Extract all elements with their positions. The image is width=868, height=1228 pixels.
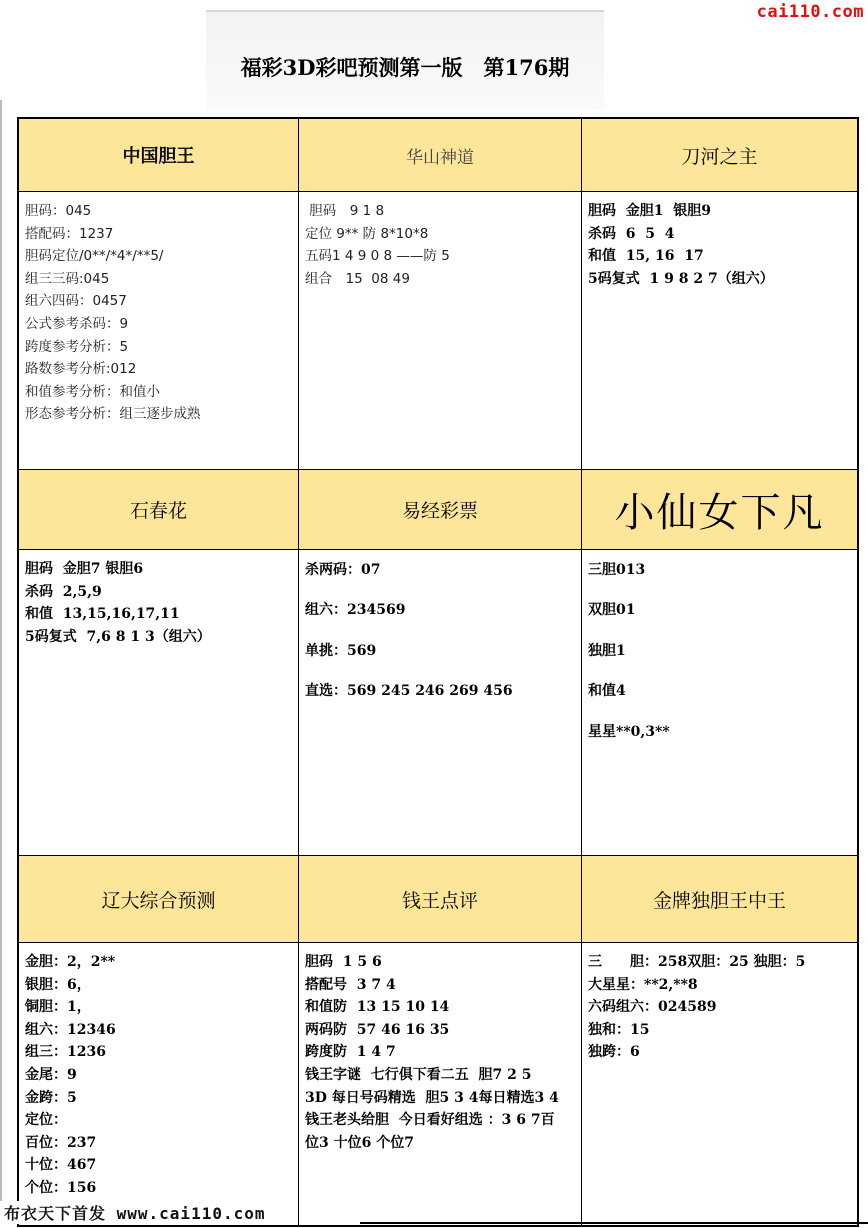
panel-line: 路数参考分析:012	[25, 361, 137, 378]
panel-line: 单挑：569	[305, 642, 377, 659]
panel-line: 三 胆：258双胆：25 独胆：5	[588, 954, 806, 970]
panel-line: 5码复式 7,6 8 1 3（组六）	[25, 628, 211, 645]
panel-line: 六码组六：024589	[588, 999, 717, 1016]
panel-header	[19, 856, 299, 943]
panel-title: 小仙女下凡	[614, 490, 825, 536]
panel-body	[299, 550, 582, 856]
panel-header	[582, 470, 857, 550]
panel-line: 金尾：9	[25, 1066, 77, 1083]
panel-line: 胆码 9 1 8	[305, 203, 385, 219]
panel-line: 直选：569 245 246 269 456	[305, 683, 513, 700]
panel-line: 五码1 4 9 0 8 ——防 5	[305, 248, 450, 265]
panel-line: 杀码 2,5,9	[25, 583, 102, 600]
panel-line: 三胆013	[588, 562, 646, 578]
panel-line: 钱王老头给胆 今日看好组选 ：3 6 7百	[305, 1112, 555, 1129]
panel-line: 位3 十位6 个位7	[305, 1134, 414, 1151]
panel-line: 钱王字谜 七行俱下看二五 胆7 2 5	[305, 1066, 532, 1083]
panel-line: 银胆：6，	[25, 976, 91, 993]
panel-line: 和值 15, 16 17	[588, 248, 704, 265]
panel-header	[19, 470, 299, 550]
panel-line: 和值参考分析：和值小	[25, 383, 160, 400]
panel-body	[582, 550, 857, 856]
panel-line: 跨度防 1 4 7	[305, 1044, 396, 1061]
panel-line: 搭配号 3 7 4	[305, 976, 396, 993]
footer-rule	[360, 1222, 868, 1224]
panel-line: 金跨：5	[25, 1089, 77, 1106]
panel-line: 公式参考杀码：9	[25, 315, 129, 332]
panel-line: 胆码 金胆1 银胆9	[588, 203, 711, 219]
panel-title: 刀河之主	[681, 145, 758, 168]
panel-line: 组六四码：0457	[25, 293, 127, 310]
prediction-grid	[17, 117, 859, 1227]
panel-line: 独跨：6	[588, 1044, 640, 1061]
panel-line: 杀码 6 5 4	[588, 225, 675, 242]
panel-line: 定位 9** 防 8*10*8	[305, 225, 429, 242]
panel-line: 定位：	[25, 1112, 67, 1129]
panel-line: 十位：467	[25, 1157, 97, 1174]
panel-header	[299, 470, 582, 550]
panel-line: 跨度参考分析：5	[25, 338, 129, 355]
panel-header	[582, 119, 857, 192]
panel-title: 金牌独胆王中王	[652, 889, 786, 912]
panel-line: 和值4	[588, 683, 626, 700]
panel-body	[582, 192, 857, 470]
panel-line: 胆码 金胆7 银胆6	[25, 561, 144, 577]
title-banner	[206, 10, 604, 110]
panel-line: 搭配码：1237	[25, 225, 114, 242]
panel-header	[299, 856, 582, 943]
panel-body	[19, 192, 299, 470]
panel-title: 钱王点评	[401, 889, 478, 912]
panel-title: 石春花	[129, 500, 187, 522]
panel-body	[19, 550, 299, 856]
panel-line: 3D 每日号码精选 胆5 3 4每日精选3 4	[305, 1089, 559, 1106]
panel-line: 5码复式 1 9 8 2 7（组六）	[588, 270, 774, 287]
panel-line: 金胆：2，2**	[25, 954, 116, 970]
panel-line: 铜胆：1，	[25, 999, 91, 1016]
left-divider	[0, 100, 2, 1220]
panel-title: 辽大综合预测	[101, 889, 216, 912]
panel-title: 华山神道	[406, 147, 474, 168]
panel-header	[299, 119, 582, 192]
panel-line: 组合 15 08 49	[305, 270, 410, 287]
panel-line: 杀两码：07	[305, 562, 381, 578]
panel-line: 星星**0,3**	[588, 723, 670, 740]
panel-body	[299, 943, 582, 1225]
panel-line: 组三：1236	[25, 1044, 106, 1061]
panel-line: 组六：234569	[305, 602, 406, 619]
panel-line: 组六：12346	[25, 1021, 116, 1038]
panel-line: 独胆1	[588, 642, 626, 659]
panel-line: 两码防 57 46 16 35	[305, 1021, 450, 1038]
panel-header	[582, 856, 857, 943]
panel-line: 百位：237	[25, 1134, 97, 1151]
panel-line: 大星星：**2,**8	[588, 976, 698, 993]
panel-line: 个位：156	[25, 1179, 97, 1196]
panel-line: 双胆01	[588, 602, 636, 619]
panel-line: 和值防 13 15 10 14	[305, 999, 450, 1016]
panel-title: 中国胆王	[122, 146, 195, 167]
panel-line: 胆码：045	[25, 203, 92, 219]
panel-body	[299, 192, 582, 470]
panel-line: 独和：15	[588, 1021, 650, 1038]
panel-line: 胆码定位/0**/*4*/**5/	[25, 248, 164, 265]
panel-line: 胆码 1 5 6	[305, 954, 382, 970]
panel-line: 形态参考分析：组三逐步成熟	[25, 406, 201, 423]
panel-line: 和值 13,15,16,17,11	[25, 606, 180, 623]
panel-header	[19, 119, 299, 192]
panel-title: 易经彩票	[401, 500, 478, 522]
panel-body	[582, 943, 857, 1225]
footer-credit: 布衣天下首发 www.cai110.com	[0, 1201, 270, 1224]
panel-body	[19, 943, 299, 1225]
site-watermark: cai110.com	[756, 2, 864, 22]
page-title: 福彩3D彩吧预测第一版 第176期	[240, 55, 570, 80]
panel-line: 组三三码:045	[25, 270, 110, 287]
